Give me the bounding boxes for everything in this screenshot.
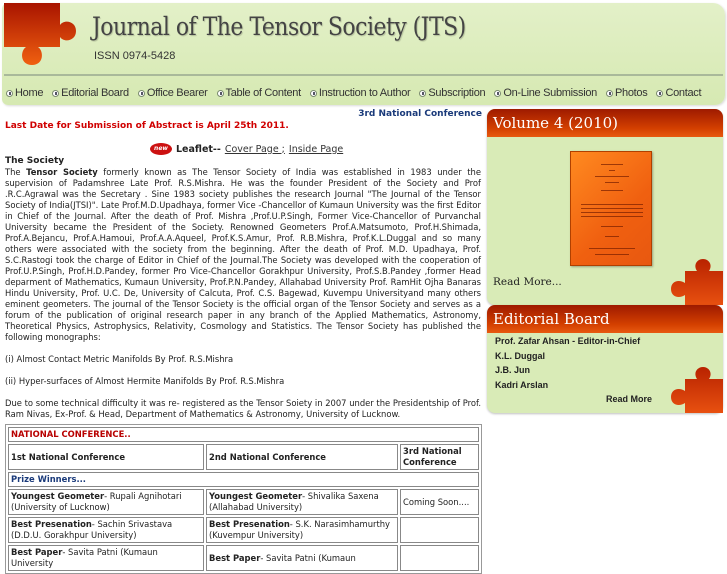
- table-cell: [400, 517, 479, 543]
- bullet-icon: [419, 90, 426, 97]
- volume-read-more-link[interactable]: Read More...: [493, 276, 562, 288]
- site-header: [2, 3, 725, 105]
- bullet-icon: [606, 90, 613, 97]
- society-description: [5, 167, 481, 431]
- journal-cover-image[interactable]: [570, 151, 652, 266]
- nav-label: On-Line Submission: [503, 87, 597, 99]
- intro-prefix: The: [5, 167, 27, 177]
- puzzle-piece-icon: [667, 257, 723, 305]
- column-header: 1st National Conference: [8, 444, 204, 470]
- table-row: [8, 517, 479, 543]
- nav-online-submission[interactable]: [494, 87, 597, 99]
- third-conference-link[interactable]: 3rd National Conference: [358, 109, 482, 119]
- bullet-icon: [494, 90, 501, 97]
- nav-contact[interactable]: [656, 87, 701, 99]
- table-row: [8, 489, 479, 515]
- leaflet-row: [150, 143, 343, 155]
- monograph-item: (ii) Hyper-surfaces of Almost Hermite Manifolds By Prof. R.S.Mishra: [5, 376, 285, 386]
- puzzle-logo-icon: [4, 3, 80, 69]
- society-paragraph: formerly known as The Tensor Society of India was established in 1983 under the supervision of Padamshree Late Prof. R.S.Mishra. He was the founder President of the Society and Prof .R.C.Agrawal was the Secretary . Sine 1983 society publishes the research Journal "The Journal of the Tensor Society of India(JTSI)". Late Prof.M.D.Upadhaya, former Vice -Chancellor of Kumaun University was the first Editor in Chief of the Journal. After the death of Prof. Mishra ,Prof.U.P.Singh, Former Vice-Chancellor of Purvanchal University became the President of the Society. Renowned Geometers Prof.A.Matsumoto, Prof.H.Shimada, Prof.A.Bejancu, Prof.A.Hamoui, Prof.A.A.Aqueel, Prof.K.S.Amur, Prof. R.B.Mishra, Prof.K.L.Duggal and so many others were associated with the society from the beginning. After the death of Prof. M.D. Upadhaya, Prof. S.C.Rastogi took the charge of Editor in Chief of the Journal.The Society was developed with the cooperation of Prof.U.P.Singh, Prof.H.D.Pandey, former Pro Vice-Chancellor Gorakhpur University, Prof.S.B.Pandey ,former Head deparment of Mathematics, Kumaun University, Prof.P.N.Pandey, Allahabad University Prof. RamHit Ojha Banaras Hindu University, Prof. U.C. De, University of Calcuta, Prof. C.S. Bagewad, Kuvempu Universityand many others eminent geometers. The journal of the Tensor Society is the official organ of the Tensor Society and serves as a forum of the publication of original research paper in any branch of the Applied Mathematics, Astronomy, Theoretical Physics, Astrophysics, Relativity, Cosmology and Statistics. The Tensor Society has published the following monographs:: [5, 167, 481, 342]
- volume-box: [487, 109, 723, 305]
- column-header: 2nd National Conference: [206, 444, 398, 470]
- bullet-icon: [138, 90, 145, 97]
- editorial-read-more-link[interactable]: Read More: [606, 394, 653, 404]
- editorial-member: Prof. Zafar Ahsan - Editor-in-Chief: [495, 336, 641, 346]
- bullet-icon: [310, 90, 317, 97]
- nav-editorial-board[interactable]: [52, 87, 129, 99]
- table-cell: Best Paper- Savita Patni (Kumaun University: [8, 545, 204, 571]
- table-row: [8, 545, 479, 571]
- nav-label: Editorial Board: [61, 87, 129, 99]
- table-cell: Best Paper- Savita Patni (Kumaun: [206, 545, 398, 571]
- abstract-deadline-notice: Last Date for Submission of Abstract is April 25th 2011.: [5, 121, 289, 131]
- editorial-board-box: [487, 305, 723, 413]
- society-paragraph-2: Due to some technical difficulty it was re- registered as the Tensor Soiety in 2007 under the Presidentship of Prof. Ram Nivas, Ex-Prof. & Head, Department of Mathematics & Astronomy, University of Lucknow.: [5, 398, 481, 419]
- site-title: Journal of The Tensor Society (JTS): [92, 12, 466, 41]
- table-cell: Best Presenation- Sachin Srivastava (D.D.U. Gorakhpur University): [8, 517, 204, 543]
- issn-number: ISSN 0974-5428: [94, 50, 176, 62]
- prize-heading: Prize Winners...: [8, 472, 479, 487]
- nav-home[interactable]: [6, 87, 43, 99]
- table-title: NATIONAL CONFERENCE..: [8, 427, 479, 442]
- header-divider: [4, 74, 723, 76]
- table-cell: Best Presenation- S.K. Narasimhamurthy (Kuvempur University): [206, 517, 398, 543]
- column-header: 3rd National Conference: [400, 444, 479, 470]
- nav-label: Office Bearer: [146, 87, 208, 99]
- table-cell: Youngest Geometer- Shivalika Saxena (Allahabad University): [206, 489, 398, 515]
- table-cell: [400, 545, 479, 571]
- leaflet-label: Leaflet--: [176, 143, 221, 155]
- bullet-icon: [52, 90, 59, 97]
- nav-label: Contact: [665, 87, 702, 99]
- editorial-member: Kadri Arslan: [495, 379, 549, 390]
- nav-photos[interactable]: [606, 87, 647, 99]
- volume-title: Volume 4 (2010): [487, 109, 723, 137]
- bullet-icon: [217, 90, 224, 97]
- nav-office-bearer[interactable]: [138, 87, 208, 99]
- nav-subscription[interactable]: [419, 87, 485, 99]
- nav-label: Photos: [614, 87, 648, 99]
- cover-page-link[interactable]: Cover Page ;: [224, 143, 285, 155]
- nav-instruction-to-author[interactable]: [310, 87, 411, 99]
- nav-table-of-content[interactable]: [217, 87, 301, 99]
- table-cell: Coming Soon....: [400, 489, 479, 515]
- main-nav: [6, 86, 710, 100]
- conference-table: [5, 424, 482, 574]
- editorial-board-title: Editorial Board: [487, 305, 723, 333]
- bullet-icon: [656, 90, 663, 97]
- inside-page-link[interactable]: Inside Page: [288, 143, 344, 155]
- editorial-member: K.L. Duggal: [495, 350, 545, 361]
- nav-label: Subscription: [428, 87, 486, 99]
- society-heading: The Society: [5, 156, 65, 166]
- table-cell: Youngest Geometer- Rupali Agnihotari (University of Lucknow): [8, 489, 204, 515]
- nav-label: Instruction to Author: [318, 87, 411, 99]
- new-badge-icon: new: [150, 143, 172, 155]
- monograph-item: (i) Almost Contact Metric Manifolds By Prof. R.S.Mishra: [5, 354, 234, 364]
- puzzle-piece-icon: [667, 365, 723, 413]
- nav-label: Home: [15, 87, 44, 99]
- intro-bold: Tensor Society: [26, 167, 98, 177]
- editorial-member: J.B. Jun: [495, 365, 531, 375]
- nav-label: Table of Content: [225, 87, 301, 99]
- bullet-icon: [6, 90, 13, 97]
- editorial-member-list: [495, 336, 640, 394]
